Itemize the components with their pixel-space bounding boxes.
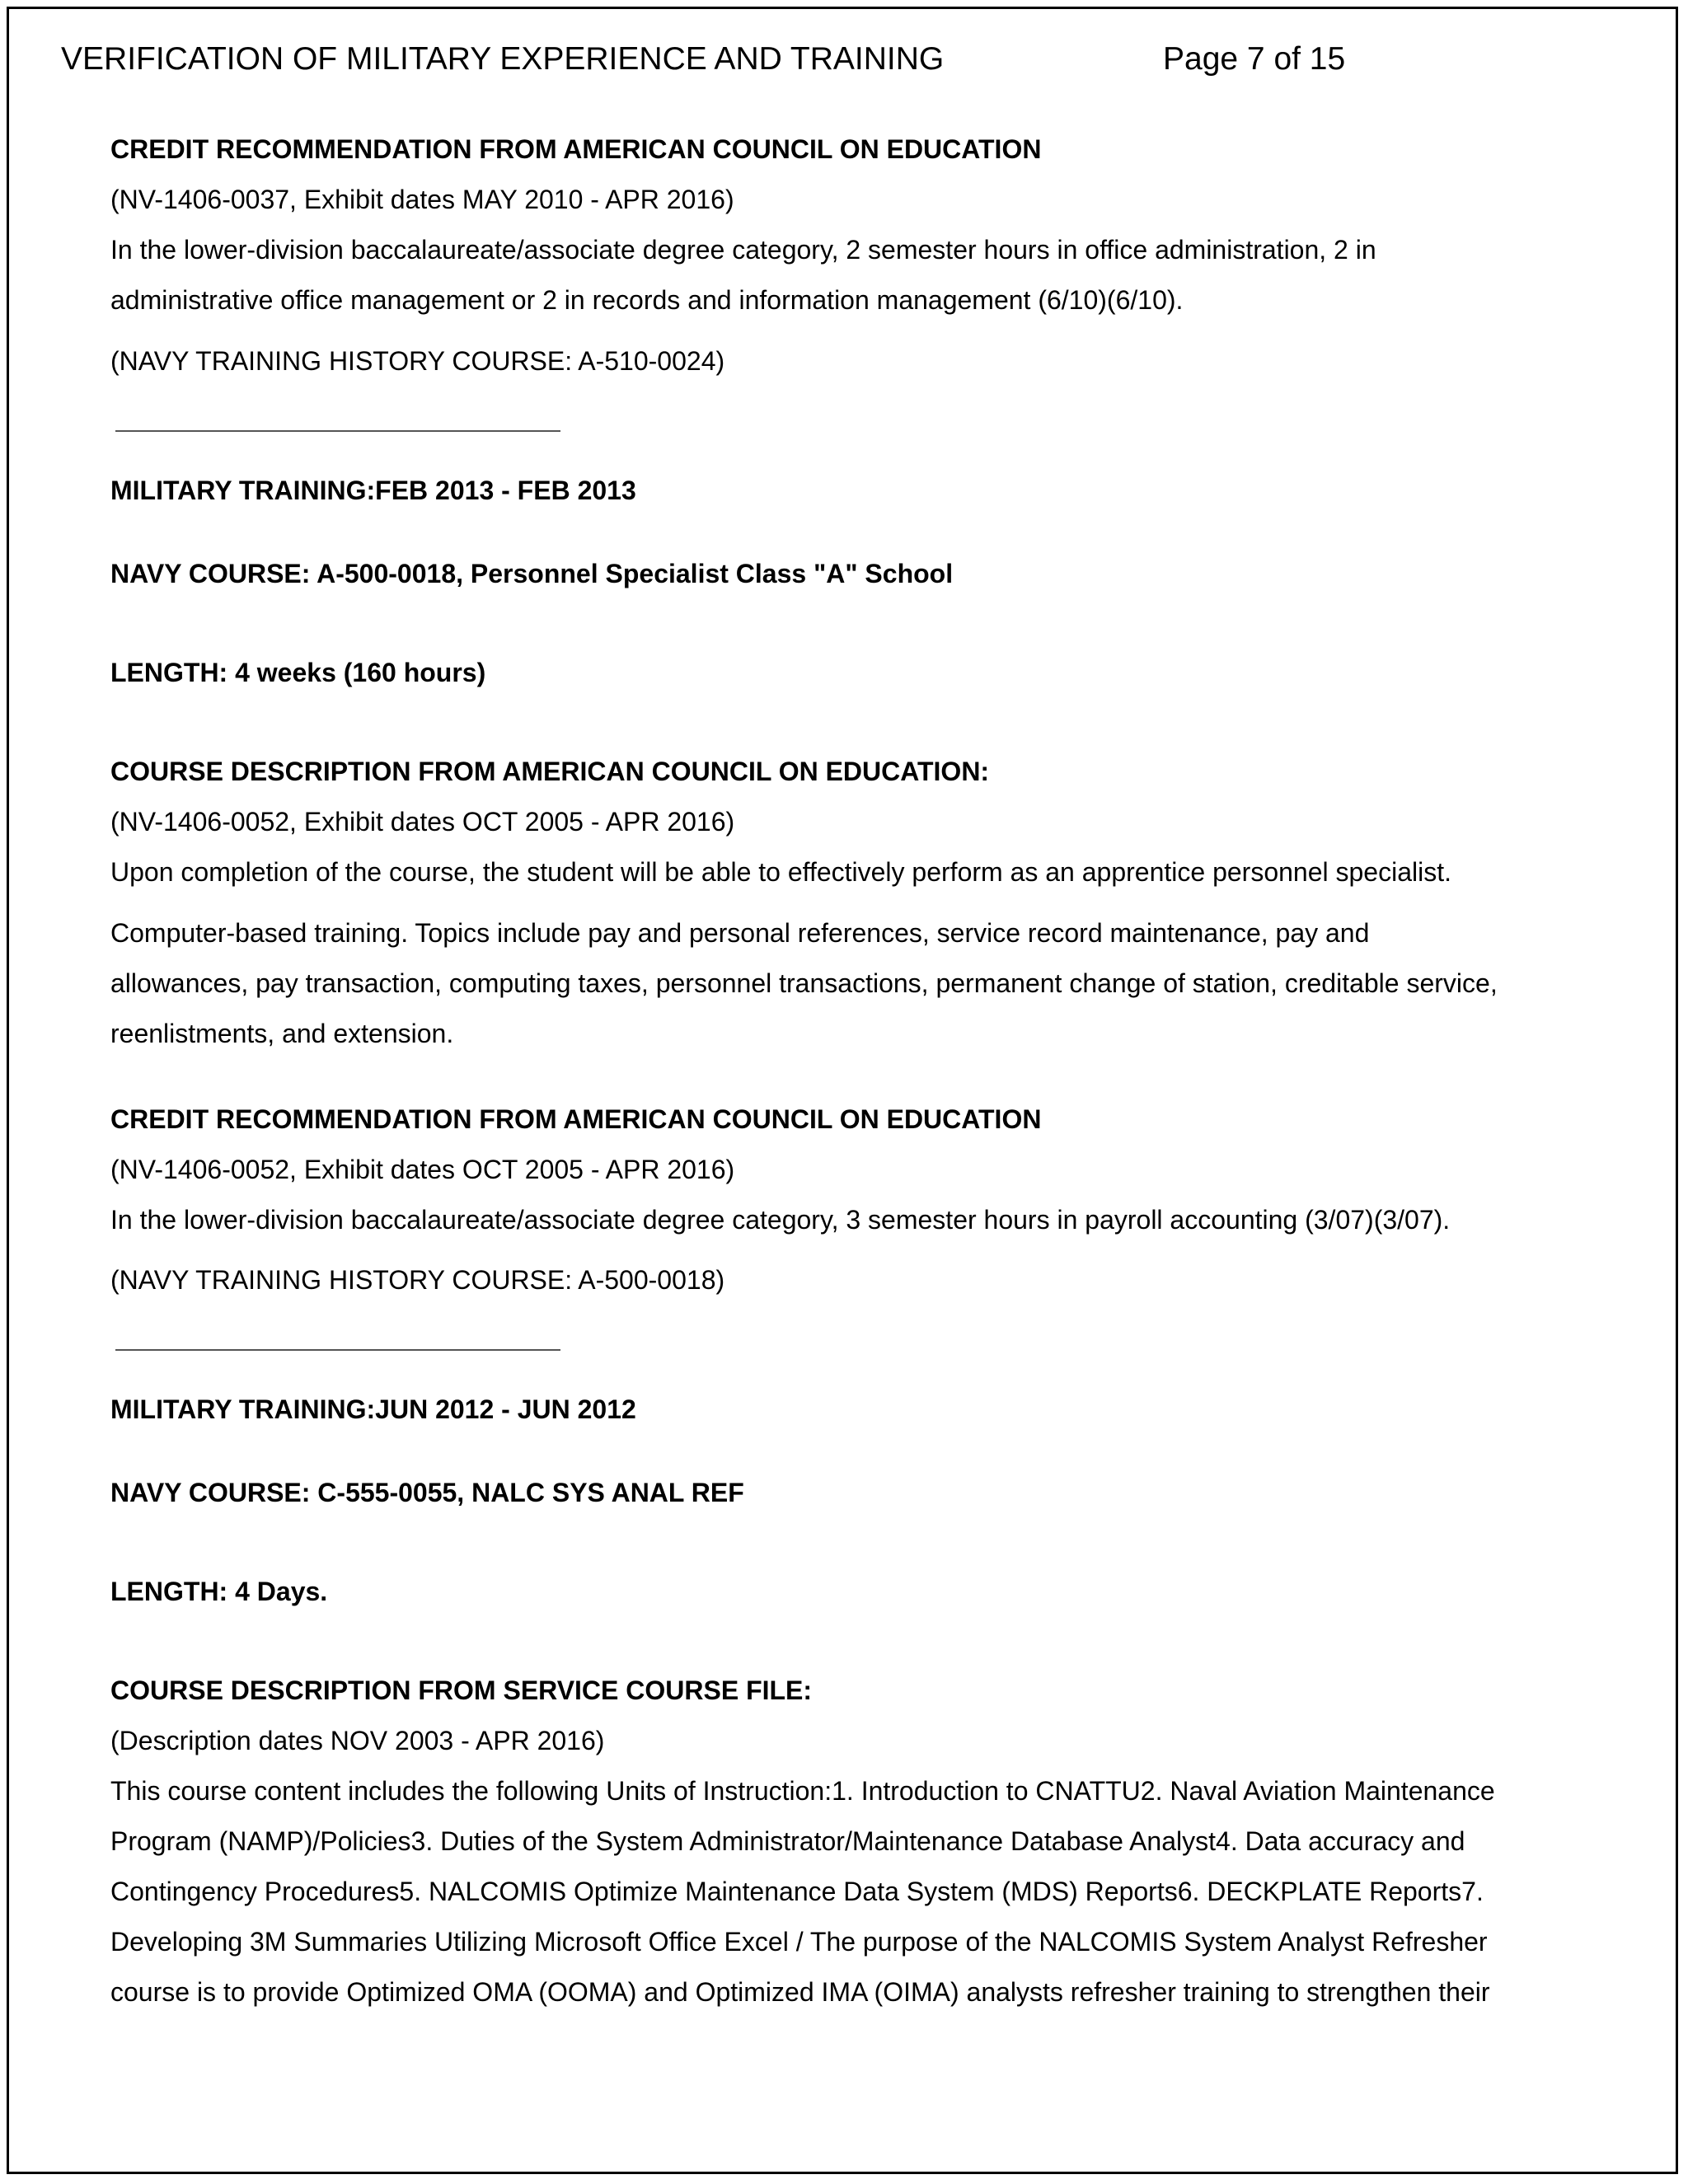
- recommendation-line: administrative office management or 2 in records and information management (6/10)(6/10).: [110, 285, 1184, 315]
- recommendation-line: In the lower-division baccalaureate/associate degree category, 2 semester hours in office administration, 2 in: [110, 235, 1376, 265]
- exhibit-dates: (NV-1406-0052, Exhibit dates OCT 2005 - APR 2016): [110, 807, 735, 837]
- section-divider: [115, 1349, 560, 1351]
- course-description-heading: COURSE DESCRIPTION FROM SERVICE COURSE FILE:: [110, 1675, 813, 1705]
- credit-recommendation-heading: CREDIT RECOMMENDATION FROM AMERICAN COUNCIL ON EDUCATION: [110, 134, 1042, 164]
- exhibit-dates: (NV-1406-0052, Exhibit dates OCT 2005 - APR 2016): [110, 1155, 735, 1184]
- description-dates: (Description dates NOV 2003 - APR 2016): [110, 1726, 605, 1755]
- navy-course-title: NAVY COURSE: C-555-0055, NALC SYS ANAL REF: [110, 1478, 744, 1507]
- navy-training-history-course: (NAVY TRAINING HISTORY COURSE: A-510-0024): [110, 346, 725, 376]
- course-length: LENGTH: 4 Days.: [110, 1577, 328, 1606]
- course-description-line: Contingency Procedures5. NALCOMIS Optimize Maintenance Data System (MDS) Reports6. DECKPLATE Reports7.: [110, 1877, 1484, 1906]
- credit-recommendation-text: In the lower-division baccalaureate/associate degree category, 3 semester hours in payroll accounting (3/07)(3/07).: [110, 1205, 1451, 1235]
- course-description-heading: COURSE DESCRIPTION FROM AMERICAN COUNCIL ON EDUCATION:: [110, 757, 990, 786]
- course-length: LENGTH: 4 weeks (160 hours): [110, 658, 486, 687]
- course-description-line: Developing 3M Summaries Utilizing Microsoft Office Excel / The purpose of the NALCOMIS System Analyst Refresher: [110, 1927, 1488, 1957]
- course-description-line: This course content includes the following Units of Instruction:1. Introduction to CNATTU2. Naval Aviation Maintenance: [110, 1776, 1495, 1806]
- exhibit-dates: (NV-1406-0037, Exhibit dates MAY 2010 - APR 2016): [110, 185, 734, 214]
- credit-recommendation-heading: CREDIT RECOMMENDATION FROM AMERICAN COUNCIL ON EDUCATION: [110, 1104, 1042, 1134]
- military-training-dates: MILITARY TRAINING:JUN 2012 - JUN 2012: [110, 1394, 636, 1424]
- military-training-dates: MILITARY TRAINING:FEB 2013 - FEB 2013: [110, 476, 636, 505]
- document-title: VERIFICATION OF MILITARY EXPERIENCE AND TRAINING: [61, 41, 945, 77]
- course-description-summary: Upon completion of the course, the student will be able to effectively perform as an apprentice personnel specialist.: [110, 857, 1451, 887]
- page-number: Page 7 of 15: [1163, 41, 1346, 77]
- navy-course-title: NAVY COURSE: A-500-0018, Personnel Specialist Class "A" School: [110, 559, 954, 588]
- course-description-line: allowances, pay transaction, computing taxes, personnel transactions, permanent change of station, creditable service,: [110, 968, 1498, 998]
- section-divider: [115, 430, 560, 432]
- course-description-line: Computer-based training. Topics include pay and personal references, service record maintenance, pay and: [110, 918, 1370, 948]
- navy-training-history-course: (NAVY TRAINING HISTORY COURSE: A-500-0018): [110, 1265, 725, 1295]
- course-description-line: Program (NAMP)/Policies3. Duties of the System Administrator/Maintenance Database Analyst4. Data accuracy and: [110, 1826, 1465, 1856]
- course-description-line: reenlistments, and extension.: [110, 1019, 454, 1048]
- course-description-line: course is to provide Optimized OMA (OOMA) and Optimized IMA (OIMA) analysts refresher training to strengthen their: [110, 1977, 1490, 2007]
